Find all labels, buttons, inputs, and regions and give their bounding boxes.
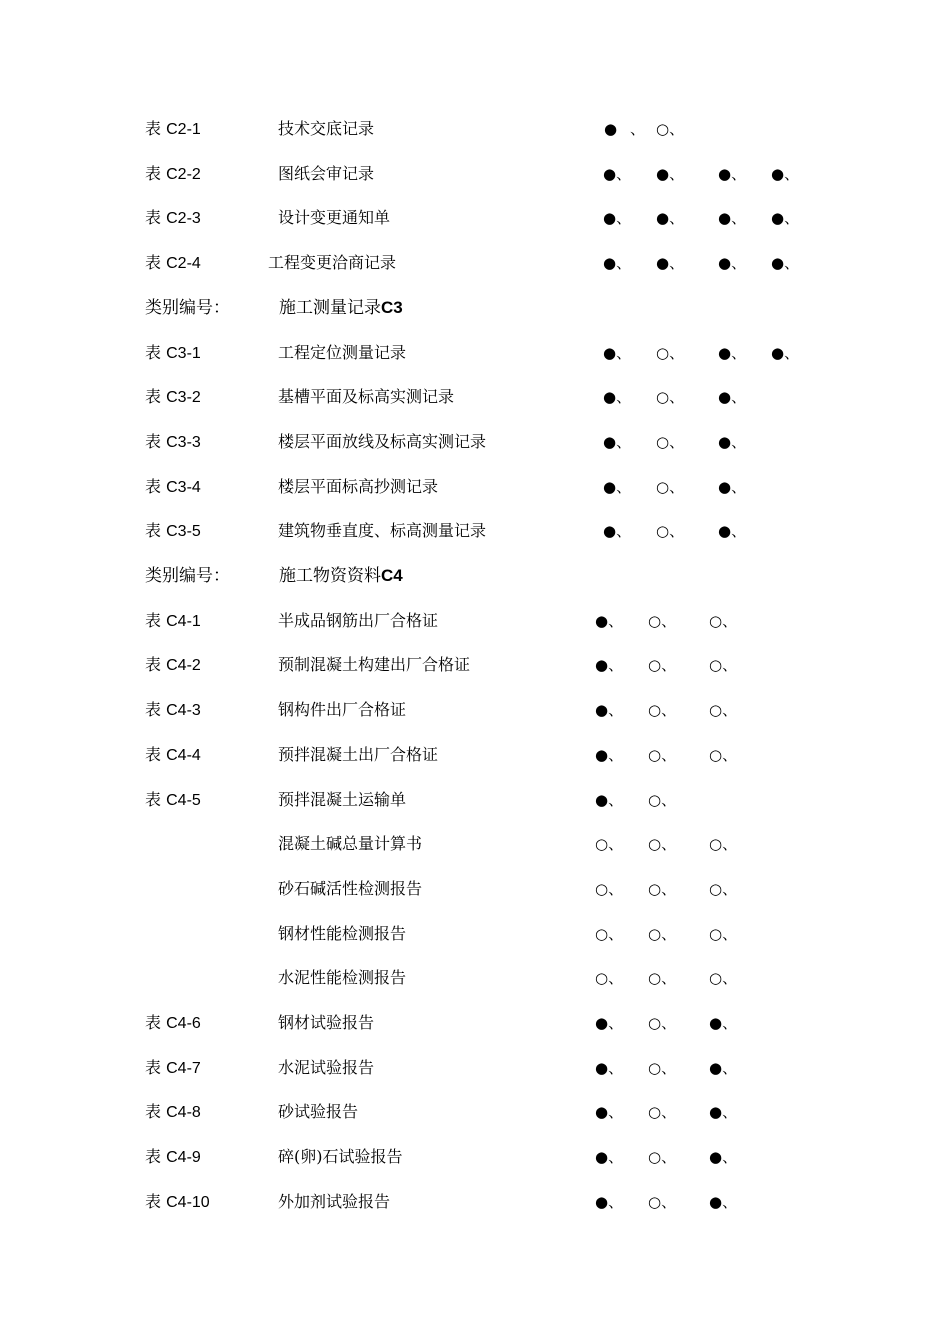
requirement-mark: ○、 bbox=[656, 343, 685, 362]
requirement-mark: ○、 bbox=[709, 879, 738, 898]
requirement-mark: ●、 bbox=[595, 656, 624, 675]
form-code-number: C4-3 bbox=[166, 702, 201, 720]
form-name: 设计变更通知单 bbox=[278, 208, 391, 228]
form-row bbox=[0, 650, 950, 680]
requirement-mark: ○、 bbox=[656, 388, 685, 407]
requirement-mark: ○、 bbox=[709, 745, 738, 764]
form-row bbox=[0, 472, 950, 502]
form-code-number: C3-4 bbox=[166, 478, 201, 496]
form-name: 图纸会审记录 bbox=[278, 163, 375, 183]
form-code-prefix: 表 bbox=[145, 1147, 162, 1167]
requirement-mark: ○、 bbox=[648, 1014, 677, 1032]
form-name: 水泥性能检测报告 bbox=[278, 968, 407, 988]
form-code-prefix: 表 bbox=[145, 119, 162, 138]
form-code bbox=[145, 606, 201, 637]
requirement-mark: ●、 bbox=[718, 343, 747, 362]
requirement-mark: ○、 bbox=[648, 835, 677, 854]
form-name: 钢材性能检测报告 bbox=[278, 923, 407, 943]
form-code-prefix: 表 bbox=[145, 700, 162, 720]
form-row bbox=[0, 829, 950, 859]
form-name: 砂试验报告 bbox=[278, 1102, 359, 1122]
form-code bbox=[145, 740, 201, 771]
form-row bbox=[0, 159, 950, 189]
form-code-prefix: 表 bbox=[145, 1057, 162, 1077]
requirement-mark: ●、 bbox=[595, 701, 624, 720]
category-title bbox=[279, 561, 403, 591]
form-code bbox=[145, 427, 201, 458]
form-code bbox=[145, 248, 201, 279]
requirement-mark: ●、 bbox=[718, 388, 747, 407]
requirement-mark: ●、 bbox=[603, 477, 632, 496]
requirement-mark: ○、 bbox=[648, 611, 677, 630]
form-row bbox=[0, 1187, 950, 1217]
form-code-number: C4-2 bbox=[166, 657, 201, 675]
requirement-mark: ○、 bbox=[709, 835, 738, 854]
form-row bbox=[0, 382, 950, 412]
requirement-mark: ○、 bbox=[595, 924, 624, 943]
requirement-mark: ●、 bbox=[771, 254, 800, 273]
form-code-prefix: 表 bbox=[145, 163, 162, 183]
form-code bbox=[145, 114, 201, 145]
form-name: 碎(卵)石试验报告 bbox=[278, 1147, 403, 1167]
requirement-mark: ●、 bbox=[709, 1103, 738, 1122]
form-code-number: C3-2 bbox=[166, 389, 201, 407]
form-code-number: C3-1 bbox=[166, 344, 201, 362]
form-code-prefix: 表 bbox=[145, 476, 162, 496]
form-code bbox=[145, 1142, 201, 1173]
form-row bbox=[0, 695, 950, 725]
form-name: 技术交底记录 bbox=[278, 119, 375, 138]
form-name: 水泥试验报告 bbox=[278, 1057, 375, 1077]
requirement-mark: ●、 bbox=[595, 745, 624, 764]
requirement-mark: ○、 bbox=[648, 745, 677, 764]
requirement-mark: ●、 bbox=[718, 254, 747, 273]
form-code-number: C4-10 bbox=[166, 1193, 210, 1211]
form-code-prefix: 表 bbox=[145, 1013, 162, 1032]
requirement-mark: ●、 bbox=[718, 432, 747, 451]
form-row bbox=[0, 785, 950, 815]
form-code-prefix: 表 bbox=[145, 342, 162, 362]
form-code-number: C4-9 bbox=[166, 1149, 201, 1167]
form-name: 基槽平面及标高实测记录 bbox=[278, 387, 455, 407]
form-name: 建筑物垂直度、标高测量记录 bbox=[278, 521, 487, 541]
requirement-mark: ○、 bbox=[648, 1148, 677, 1167]
form-code-prefix: 表 bbox=[145, 1102, 162, 1122]
form-name: 工程变更洽商记录 bbox=[268, 253, 397, 273]
requirement-mark: ●、 bbox=[718, 477, 747, 496]
requirement-mark: ●、 bbox=[709, 1014, 738, 1032]
form-code-prefix: 表 bbox=[145, 387, 162, 407]
requirement-mark: ●、 bbox=[771, 343, 800, 362]
category-label: 类别编号： bbox=[145, 566, 230, 586]
form-row bbox=[0, 874, 950, 904]
form-row bbox=[0, 740, 950, 770]
requirement-mark: ○、 bbox=[709, 924, 738, 943]
requirement-mark: ○、 bbox=[648, 969, 677, 988]
form-code-prefix: 表 bbox=[145, 1191, 162, 1211]
form-code-prefix: 表 bbox=[145, 253, 162, 273]
category-title-text: 施工测量记录 bbox=[279, 297, 381, 318]
requirement-mark: ○、 bbox=[709, 656, 738, 675]
requirement-mark: ○、 bbox=[648, 656, 677, 675]
form-name: 预拌混凝土出厂合格证 bbox=[278, 744, 439, 764]
form-code-number: C4-1 bbox=[166, 612, 201, 630]
form-code-prefix: 表 bbox=[145, 655, 162, 675]
requirement-mark: ○、 bbox=[648, 1192, 677, 1211]
form-name: 外加剂试验报告 bbox=[278, 1191, 391, 1211]
category-header bbox=[0, 561, 950, 591]
form-code bbox=[145, 1053, 201, 1084]
form-code bbox=[145, 472, 201, 503]
requirement-mark: ●、 bbox=[656, 209, 685, 228]
requirement-mark: ○、 bbox=[648, 1058, 677, 1077]
form-code-number: C4-6 bbox=[166, 1015, 201, 1032]
form-name: 半成品钢筋出厂合格证 bbox=[278, 610, 439, 630]
form-code bbox=[145, 1097, 201, 1128]
category-title-text: 施工物资资料 bbox=[279, 566, 381, 586]
form-code bbox=[145, 159, 201, 190]
form-name: 钢构件出厂合格证 bbox=[278, 700, 407, 720]
requirement-mark: ○、 bbox=[595, 879, 624, 898]
requirement-mark: ●、 bbox=[771, 209, 800, 228]
form-row bbox=[0, 1142, 950, 1172]
form-code-prefix: 表 bbox=[145, 521, 162, 541]
requirement-mark: ●、 bbox=[603, 164, 632, 183]
form-code-number: C2-2 bbox=[166, 165, 201, 183]
form-code-number: C4-4 bbox=[166, 746, 201, 764]
form-name: 预制混凝土构建出厂合格证 bbox=[278, 655, 471, 675]
form-code-prefix: 表 bbox=[145, 208, 162, 228]
form-name: 混凝土碱总量计算书 bbox=[278, 834, 423, 854]
form-row bbox=[0, 1008, 950, 1038]
form-code bbox=[145, 382, 201, 413]
requirement-mark: ○、 bbox=[709, 969, 738, 988]
requirement-mark: ●、 bbox=[595, 611, 624, 630]
category-label: 类别编号： bbox=[145, 297, 230, 318]
requirement-mark: ●、 bbox=[595, 1192, 624, 1211]
requirement-mark: ○、 bbox=[656, 477, 685, 496]
requirement-mark: ●、 bbox=[603, 343, 632, 362]
form-name: 钢材试验报告 bbox=[278, 1013, 375, 1032]
form-row bbox=[0, 114, 950, 144]
form-row bbox=[0, 1053, 950, 1083]
form-row bbox=[0, 963, 950, 993]
requirement-mark: 、 bbox=[630, 120, 646, 138]
requirement-mark: ○、 bbox=[648, 879, 677, 898]
requirement-mark: ●、 bbox=[595, 1058, 624, 1077]
requirement-mark: ●、 bbox=[718, 164, 747, 183]
form-name: 楼层平面放线及标高实测记录 bbox=[278, 431, 487, 451]
form-code bbox=[145, 1187, 210, 1218]
requirement-mark: ●、 bbox=[656, 254, 685, 273]
form-code bbox=[145, 650, 201, 681]
form-code-number: C2-4 bbox=[166, 255, 201, 273]
requirement-mark: ●、 bbox=[718, 209, 747, 228]
requirement-mark: ●、 bbox=[709, 1058, 738, 1077]
form-row bbox=[0, 516, 950, 546]
requirement-mark: ●、 bbox=[603, 388, 632, 407]
requirement-mark: ●、 bbox=[595, 790, 624, 809]
requirement-mark: ●、 bbox=[709, 1192, 738, 1211]
form-code bbox=[145, 338, 201, 369]
form-code-number: C3-5 bbox=[166, 523, 201, 541]
form-code bbox=[145, 695, 201, 726]
requirement-mark: ●、 bbox=[718, 522, 747, 541]
requirement-mark: ●、 bbox=[595, 1148, 624, 1167]
form-code bbox=[145, 785, 201, 816]
form-name: 工程定位测量记录 bbox=[278, 342, 407, 362]
form-row bbox=[0, 248, 950, 278]
form-name: 预拌混凝土运输单 bbox=[278, 789, 407, 809]
form-code bbox=[145, 203, 201, 234]
requirement-mark: ●、 bbox=[595, 1014, 624, 1032]
form-code-prefix: 表 bbox=[145, 610, 162, 630]
requirement-mark: ○、 bbox=[648, 790, 677, 809]
requirement-mark: ○、 bbox=[656, 120, 685, 138]
requirement-mark: ●、 bbox=[595, 1103, 624, 1122]
category-header bbox=[0, 293, 950, 323]
form-row bbox=[0, 606, 950, 636]
form-row bbox=[0, 203, 950, 233]
requirement-mark: ○、 bbox=[656, 522, 685, 541]
category-code: C4 bbox=[381, 566, 403, 585]
form-row bbox=[0, 427, 950, 457]
requirement-mark: ●、 bbox=[603, 254, 632, 273]
form-code-prefix: 表 bbox=[145, 431, 162, 451]
form-code bbox=[145, 1008, 201, 1039]
requirement-mark: ○、 bbox=[656, 432, 685, 451]
category-code: C3 bbox=[381, 297, 403, 317]
form-code-prefix: 表 bbox=[145, 789, 162, 809]
form-code-prefix: 表 bbox=[145, 744, 162, 764]
requirement-mark: ○、 bbox=[595, 835, 624, 854]
form-code-number: C4-7 bbox=[166, 1059, 201, 1077]
requirement-mark: ○、 bbox=[648, 701, 677, 720]
requirement-mark: ●、 bbox=[656, 164, 685, 183]
requirement-mark: ○、 bbox=[709, 701, 738, 720]
category-title bbox=[279, 293, 403, 323]
form-row bbox=[0, 919, 950, 949]
form-code-number: C2-1 bbox=[166, 121, 201, 138]
requirement-mark: ● bbox=[604, 120, 618, 138]
requirement-mark: ●、 bbox=[771, 164, 800, 183]
form-row bbox=[0, 1097, 950, 1127]
requirement-mark: ●、 bbox=[603, 432, 632, 451]
form-code-number: C4-8 bbox=[166, 1104, 201, 1122]
requirement-mark: ○、 bbox=[648, 1103, 677, 1122]
requirement-mark: ●、 bbox=[603, 209, 632, 228]
form-code-number: C4-5 bbox=[166, 791, 201, 809]
requirement-mark: ○、 bbox=[709, 611, 738, 630]
requirement-mark: ●、 bbox=[603, 522, 632, 541]
form-name: 楼层平面标高抄测记录 bbox=[278, 476, 439, 496]
requirement-mark: ○、 bbox=[595, 969, 624, 988]
form-code bbox=[145, 516, 201, 547]
form-code-number: C3-3 bbox=[166, 433, 201, 451]
form-code-number: C2-3 bbox=[166, 210, 201, 228]
requirement-mark: ○、 bbox=[648, 924, 677, 943]
requirement-mark: ●、 bbox=[709, 1148, 738, 1167]
form-name: 砂石碱活性检测报告 bbox=[278, 878, 423, 898]
form-row bbox=[0, 338, 950, 368]
